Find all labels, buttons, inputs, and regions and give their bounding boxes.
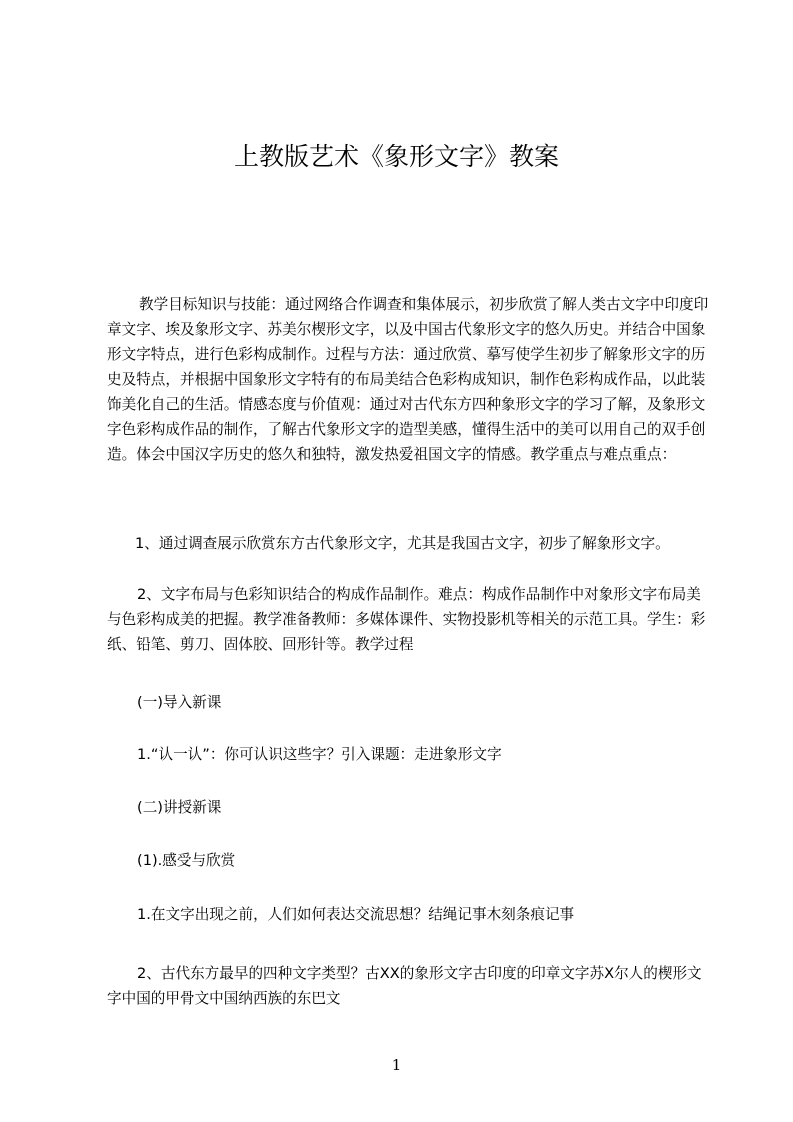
paragraph-key-point-one: 1、通过调查展示欣赏东方古代象形文字，尤其是我国古文字，初步了解象形文字。 (135, 535, 670, 552)
page-title: 上教版艺术《象形文字》教案 (233, 142, 559, 171)
list-item-four-types: 2、古代东方最早的四种文字类型？古XX的象形文字古印度的印章文字苏X尔人的楔形文字中国的甲骨文中国纳西族的东巴文 (107, 965, 702, 1007)
subsection-heading-feel: (1).感受与欣赏 (137, 852, 236, 869)
paragraph-teaching-goals: 教学目标知识与技能：通过网络合作调查和集体展示，初步欣赏了解人类古文字中印度印章文字、埃及象形文字、苏美尔楔形文字，以及中国古代象形文字的悠久历史。并结合中国象形文字特点，进行色彩构成制作。过程与方法：通过欣赏、摹写使学生初步了解象形文字的历史及特点，并根据中国象形文字特有的布局美结合色彩构成知识，制作色彩构成作品，以此装饰美化自己的生活。情感态度与价值观：通过对古代东方四种象形文字的学习了解，及象形文字色彩构成作品的制作，了解古代象形文字的造型美感，懂得生活中的美可以用自己的双手创造。体会中国汉字历史的悠久和独特，激发热爱祖国文字的情感。教学重点与难点重点： (107, 296, 709, 463)
page-number: 1 (391, 1056, 402, 1074)
list-item-recognize: 1.“认一认”：你可认识这些字？引入课题：走进象形文字 (137, 746, 502, 763)
section-heading-teaching: (二)讲授新课 (137, 799, 222, 816)
paragraph-key-point-two: 2、文字布局与色彩知识结合的构成作品制作。难点：构成作品制作中对象形文字布局美与色彩构成美的把握。教学准备教师：多媒体课件、实物投影机等相关的示范工具。学生：彩纸、铅笔、剪刀、固体胶、回形针等。教学过程 (107, 586, 706, 653)
list-item-before-writing: 1.在文字出现之前，人们如何表达交流思想？结绳记事木刻条痕记事 (137, 906, 575, 923)
section-heading-introduction: (一)导入新课 (137, 694, 222, 711)
